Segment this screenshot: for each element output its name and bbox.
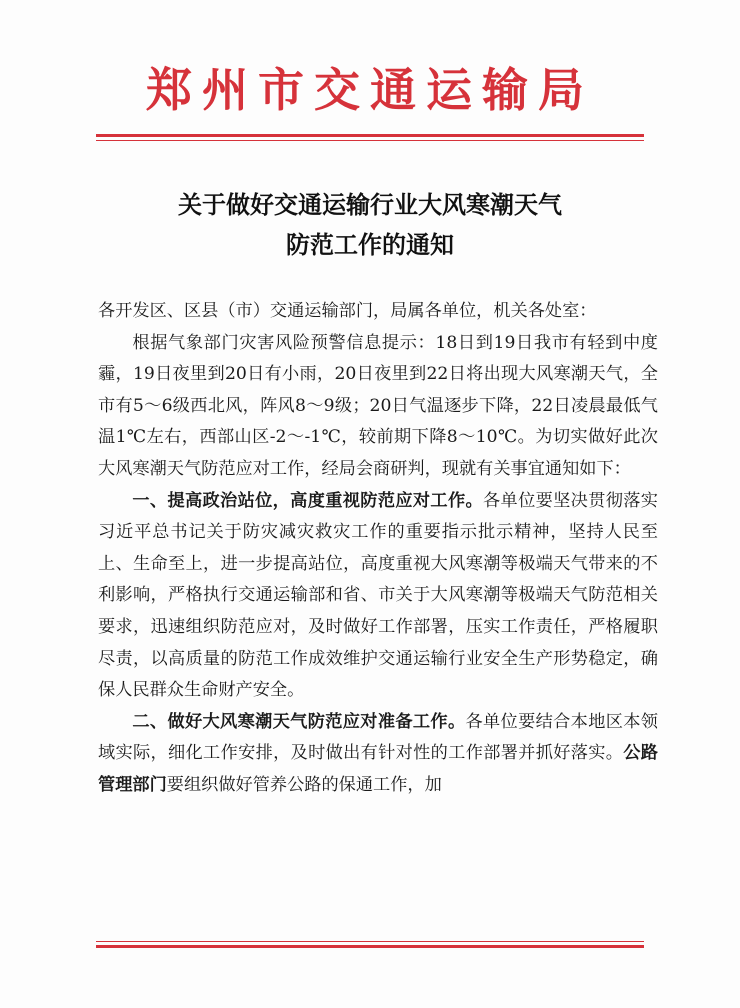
masthead-rule-thin xyxy=(96,140,644,141)
paragraph-section-2 xyxy=(98,707,658,802)
document-title-line-1: 关于做好交通运输行业大风寒潮天气 xyxy=(178,191,562,219)
paragraph-intro: 根据气象部门灾害风险预警信息提示：18日到19日我市有轻到中度霾，19日夜里到20日有小雨，20日夜里到22日将出现大风寒潮天气，全市有5～6级西北风，阵风8～9级；20日气温逐步下降，22日凌晨最低气温1℃左右，西部山区-2～-1℃，较前期下降8～10℃。为切实做好此次大风寒潮天气防范应对工作，经局会商研判，现就有关事宜通知如下： xyxy=(98,332,658,479)
section-2-heading: 二、做好大风寒潮天气防范应对准备工作。 xyxy=(132,711,466,732)
footer-rule-thin xyxy=(96,941,644,942)
masthead-rule-thick xyxy=(96,134,644,137)
section-1-heading: 一、提高政治站位，高度重视防范应对工作。 xyxy=(132,490,484,511)
paragraph-section-1 xyxy=(98,486,658,707)
section-2-bold-phrase: 公路管理部门 xyxy=(98,743,658,795)
document-title-line-2: 防范工作的通知 xyxy=(286,231,454,259)
section-2-text-c: 要组织做好管养公路的保通工作，加 xyxy=(166,774,442,795)
salutation: 各开发区、区县（市）交通运输部门，局属各单位，机关各处室： xyxy=(98,301,597,321)
footer-rule-thick xyxy=(96,945,644,948)
masthead-org-name: 郑州市交通运输局 xyxy=(146,63,594,117)
section-2-text-a: 各单位要结合本地区本领域实际，细化工作安排，及时做出有针对性的工作部署并抓好落实。 xyxy=(98,711,658,764)
document-body xyxy=(98,296,658,802)
section-1-text: 各单位要坚决贯彻落实习近平总书记关于防灾减灾救灾工作的重要指示批示精神，坚持人民至上、生命至上，进一步提高站位，高度重视大风寒潮等极端天气带来的不利影响，严格执行交通运输部和省、市关于大风寒潮等极端天气防范相关要求，迅速组织防范应对，及时做好工作部署，压实工作责任，严格履职尽责，以高质量的防范工作成效维护交通运输行业安全生产形势稳定，确保人民群众生命财产安全。 xyxy=(98,490,658,701)
